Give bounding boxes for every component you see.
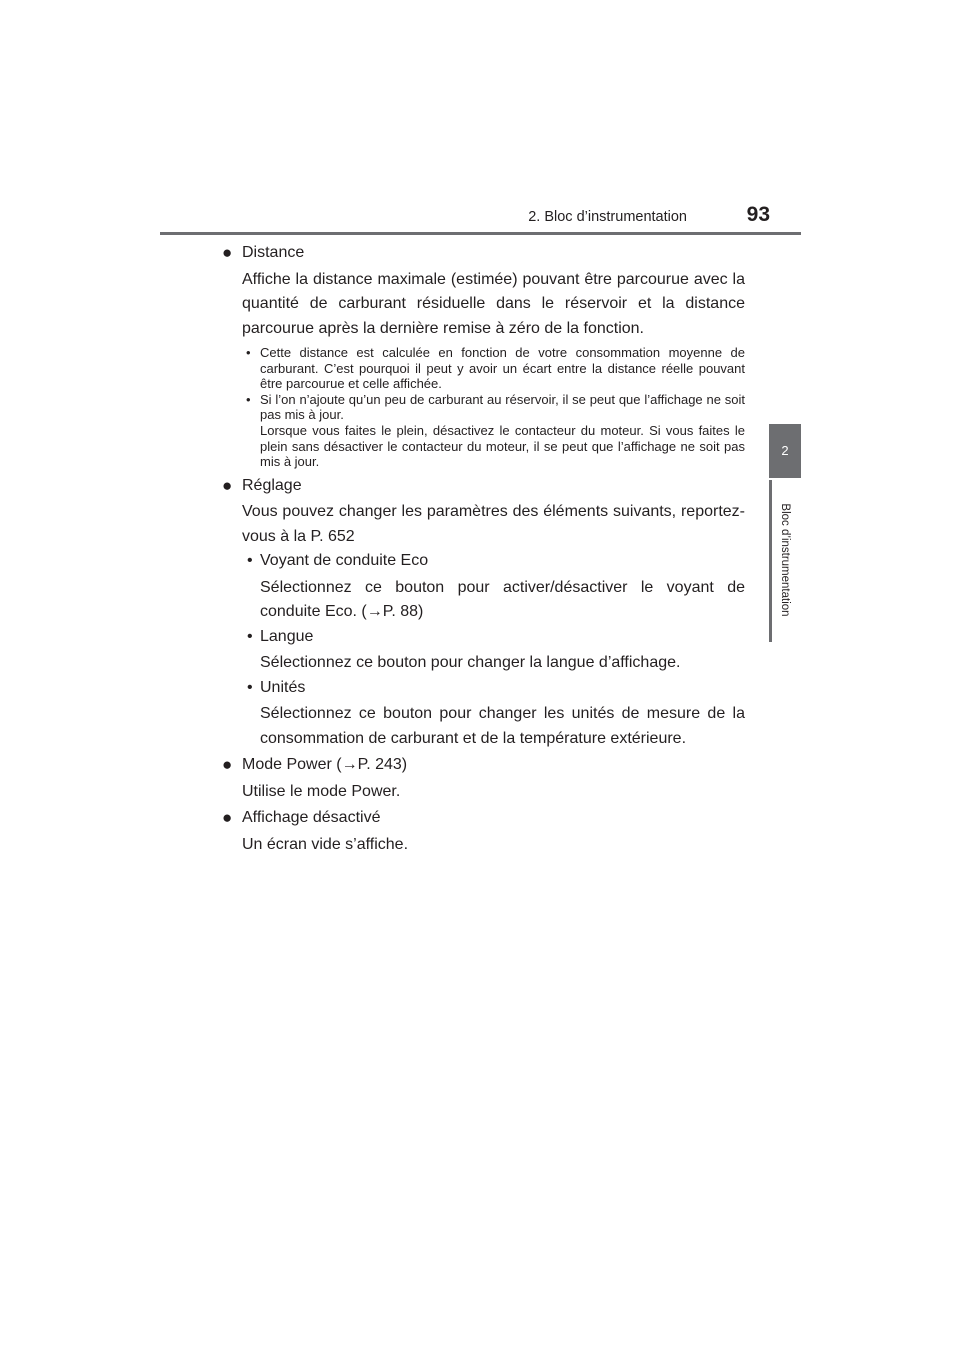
dot-icon: • (247, 552, 253, 570)
section-body: Affiche la distance maximale (estimée) pouvant être parcourue avec la quantité de carburant résiduelle dans le réservoir et la distance parcourue après la dernière remise à zéro de la fonction. (242, 270, 745, 337)
sub-item-body: Sélectionnez ce bouton pour changer la langue d’affichage. (260, 654, 681, 672)
notes-list (242, 345, 745, 470)
section-title: Mode Power (→P. 243) (242, 756, 408, 774)
sub-item-title (242, 549, 745, 574)
page-number: 93 (746, 203, 770, 226)
sub-item-label: Voyant de conduite Eco (260, 552, 429, 570)
note-item (242, 345, 745, 392)
sub-item-label: Unités (260, 678, 306, 696)
section-title: Affichage désactivé (242, 809, 381, 827)
bullet-icon: ● (222, 755, 233, 775)
sub-item-title (242, 676, 745, 701)
page-content (222, 241, 745, 857)
section-heading-power (222, 753, 745, 778)
note-text: Cette distance est calculée en fonction de votre consommation moyenne de carburant. C’est pourquoi il peut y avoir un écart entre la distance réelle pouvant être parcourue et celle affichée. (260, 345, 745, 392)
section-body: Un écran vide s’affiche. (242, 835, 409, 853)
note-text: Si l’on n’ajoute qu’un peu de carburant au réservoir, il se peut que l’affichage ne soit pas mis à jour. (260, 391, 745, 423)
chapter-tab-rule (769, 480, 772, 642)
bullet-icon: ● (222, 243, 233, 262)
header-rule (160, 232, 801, 235)
section-title: Réglage (242, 476, 302, 494)
section-title: Distance (242, 244, 305, 261)
chapter-tab: 2 (769, 424, 801, 478)
section-body: Vous pouvez changer les paramètres des éléments suivants, reportez-vous à la P. 652 (242, 503, 745, 545)
sub-item-body: Sélectionnez ce bouton pour activer/désactiver le voyant de conduite Eco. (→P. 88) (260, 578, 745, 621)
dot-icon: • (246, 345, 251, 360)
section-body: Utilise le mode Power. (242, 782, 401, 800)
note-item (242, 392, 745, 470)
section-heading-distance (222, 241, 745, 266)
bullet-icon: ● (222, 808, 233, 828)
sub-item-body: Sélectionnez ce bouton pour changer les unités de mesure de la consommation de carburant et de la température extérieure. (260, 705, 745, 747)
section-heading-reglage (222, 474, 745, 499)
section-heading-off (222, 806, 745, 831)
dot-icon: • (246, 391, 251, 407)
dot-icon: • (247, 627, 253, 645)
running-header: 2. Bloc d’instrumentation (528, 209, 687, 225)
chapter-tab-label: Bloc d’instrumentation (779, 503, 791, 617)
sub-item-title (242, 625, 745, 650)
note-text: Lorsque vous faites le plein, désactivez le contacteur du moteur. Si vous faites le plein sans désactiver le contacteur du moteur, il se peut que l’affichage ne soit pas mis à jour. (260, 422, 745, 470)
dot-icon: • (247, 678, 253, 696)
bullet-icon: ● (222, 475, 233, 495)
sub-item-label: Langue (260, 627, 314, 645)
